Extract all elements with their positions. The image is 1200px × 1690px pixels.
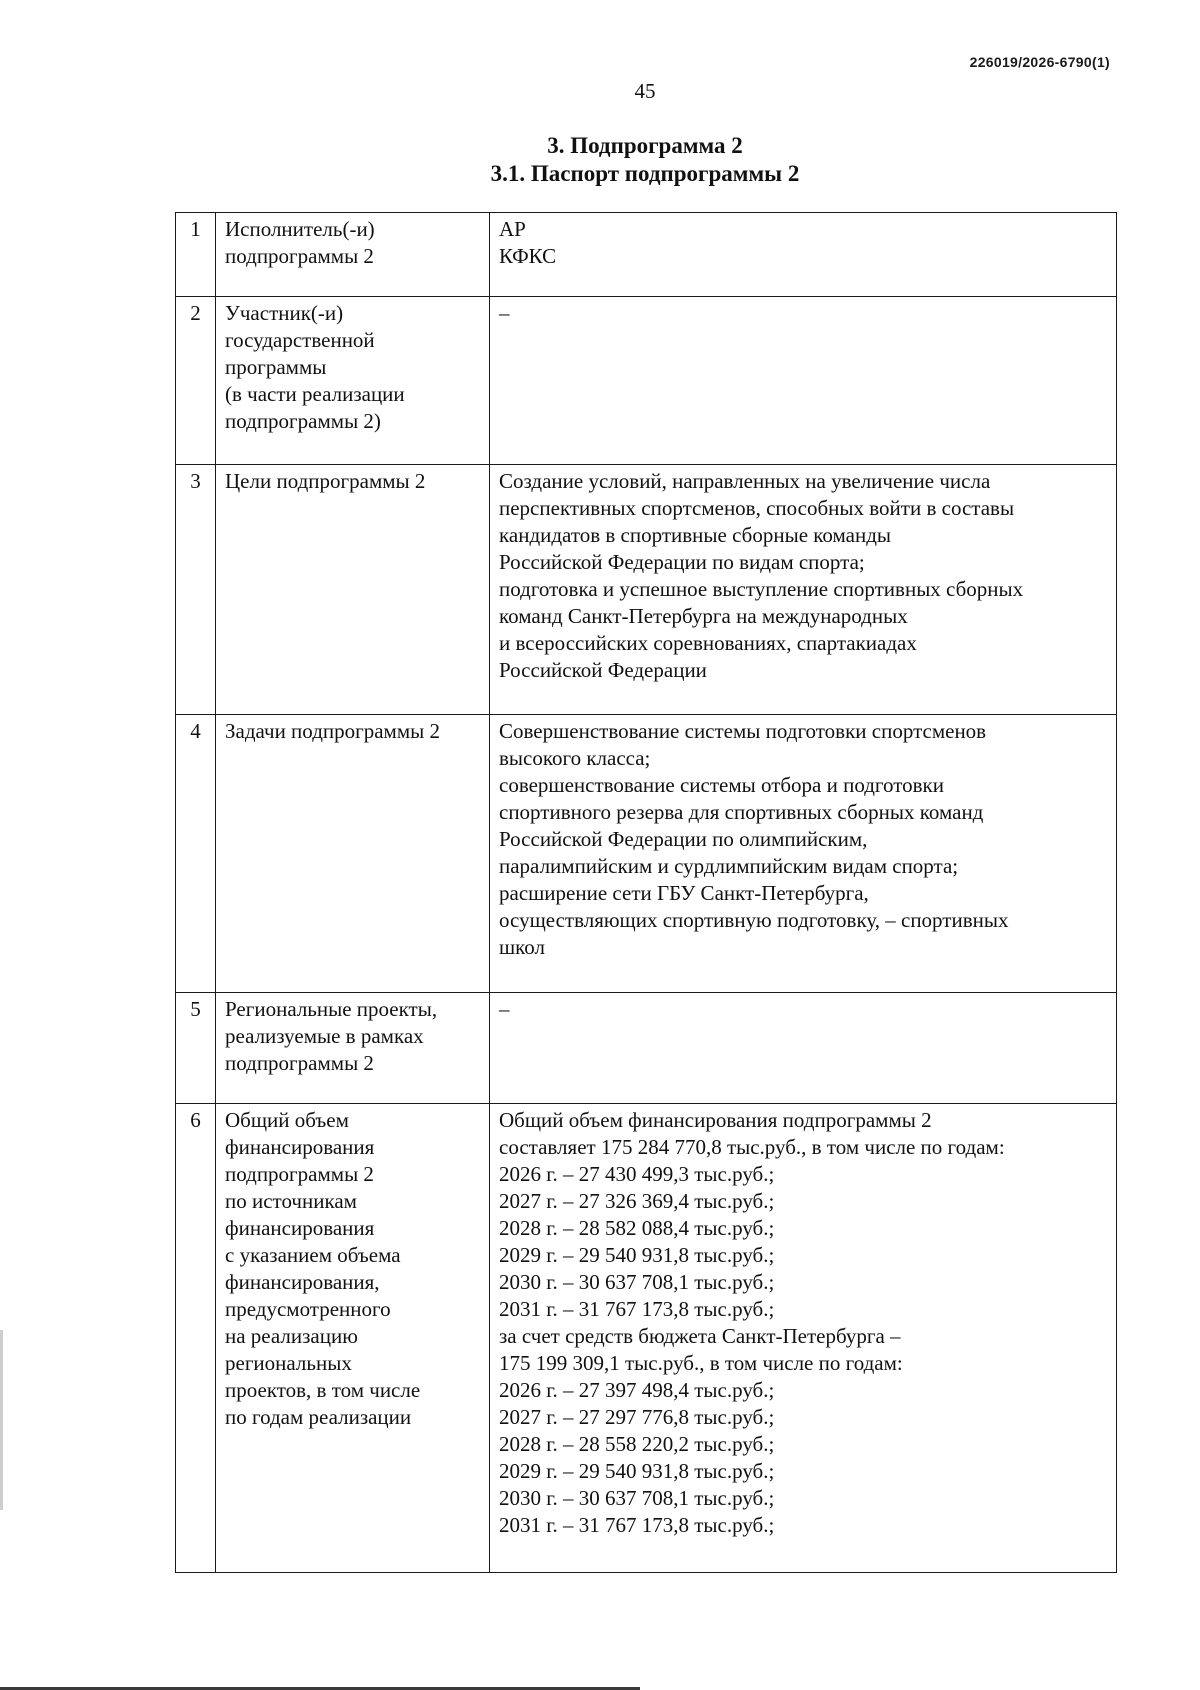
table-row xyxy=(176,1104,1117,1573)
value-line: за счет средств бюджета Санкт-Петербурга – xyxy=(499,1324,901,1348)
row-value xyxy=(490,993,1117,1104)
label-line: Участник(-и) xyxy=(225,301,344,325)
subprogram-passport-table xyxy=(175,212,1117,1573)
value-line: Российской Федерации по видам спорта; xyxy=(499,550,865,574)
row-number: 1 xyxy=(176,213,216,297)
row-value xyxy=(490,213,1117,297)
label-line: Задачи подпрограммы 2 xyxy=(225,719,440,743)
label-line: Региональные проекты, xyxy=(225,997,438,1021)
label-line: подпрограммы 2) xyxy=(225,409,381,433)
value-line: 2030 г. – 30 637 708,1 тыс.руб.; xyxy=(499,1486,775,1510)
label-line: на реализацию xyxy=(225,1324,358,1348)
page-number: 45 xyxy=(634,79,656,103)
row-value xyxy=(490,1104,1117,1573)
scan-edge-mark xyxy=(0,1330,3,1510)
value-line: паралимпийским и сурдлимпийским видам спорта; xyxy=(499,854,959,878)
value-line: Российской Федерации xyxy=(499,658,707,682)
document-id: 226019/2026-6790(1) xyxy=(969,54,1110,70)
table-row xyxy=(176,297,1117,465)
value-line: перспективных спортсменов, способных войти в составы xyxy=(499,496,1015,520)
table-row xyxy=(176,993,1117,1104)
value-line: – xyxy=(499,997,510,1021)
section-headings xyxy=(0,132,1200,188)
value-line: 2028 г. – 28 582 088,4 тыс.руб.; xyxy=(499,1216,775,1240)
value-line: осуществляющих спортивную подготовку, – спортивных xyxy=(499,908,1009,932)
value-line: Общий объем финансирования подпрограммы 2 xyxy=(499,1108,932,1132)
table-row xyxy=(176,213,1117,297)
value-line: школ xyxy=(499,935,546,959)
value-line: 2027 г. – 27 297 776,8 тыс.руб.; xyxy=(499,1405,775,1429)
value-line: 2026 г. – 27 397 498,4 тыс.руб.; xyxy=(499,1378,775,1402)
row-number: 5 xyxy=(176,993,216,1104)
label-line: финансирования, xyxy=(225,1270,380,1294)
value-line: Российской Федерации по олимпийским, xyxy=(499,827,868,851)
value-line: 2026 г. – 27 430 499,3 тыс.руб.; xyxy=(499,1162,775,1186)
label-line: Общий объем xyxy=(225,1108,349,1132)
value-line: кандидатов в спортивные сборные команды xyxy=(499,523,892,547)
label-line: (в части реализации xyxy=(225,382,405,406)
value-line: – xyxy=(499,301,510,325)
table-row xyxy=(176,465,1117,715)
value-line: высокого класса; xyxy=(499,746,651,770)
section-subtitle: 3.1. Паспорт подпрограммы 2 xyxy=(490,161,800,186)
row-number: 4 xyxy=(176,715,216,993)
value-line: совершенствование системы отбора и подготовки xyxy=(499,773,944,797)
row-number: 6 xyxy=(176,1104,216,1573)
row-number: 3 xyxy=(176,465,216,715)
label-line: программы xyxy=(225,355,327,379)
label-line: проектов, в том числе xyxy=(225,1378,421,1402)
row-label xyxy=(216,213,490,297)
label-line: финансирования xyxy=(225,1216,375,1240)
value-line: 2031 г. – 31 767 173,8 тыс.руб.; xyxy=(499,1513,775,1537)
value-line: подготовка и успешное выступление спортивных сборных xyxy=(499,577,1024,601)
label-line: по источникам xyxy=(225,1189,357,1213)
value-line: Создание условий, направленных на увеличение числа xyxy=(499,469,991,493)
label-line: государственной xyxy=(225,328,375,352)
value-line: расширение сети ГБУ Санкт-Петербурга, xyxy=(499,881,869,905)
section-title: 3. Подпрограмма 2 xyxy=(547,133,743,158)
value-line: Совершенствование системы подготовки спортсменов xyxy=(499,719,987,743)
row-label xyxy=(216,993,490,1104)
label-line: с указанием объема xyxy=(225,1243,401,1267)
row-label xyxy=(216,1104,490,1573)
value-line: 2029 г. – 29 540 931,8 тыс.руб.; xyxy=(499,1243,775,1267)
value-line: команд Санкт-Петербурга на международных xyxy=(499,604,908,628)
label-line: финансирования xyxy=(225,1135,375,1159)
row-value xyxy=(490,465,1117,715)
label-line: по годам реализации xyxy=(225,1405,412,1429)
row-label xyxy=(216,297,490,465)
value-line: 2030 г. – 30 637 708,1 тыс.руб.; xyxy=(499,1270,775,1294)
label-line: предусмотренного xyxy=(225,1297,391,1321)
row-label xyxy=(216,465,490,715)
row-label xyxy=(216,715,490,993)
row-number: 2 xyxy=(176,297,216,465)
value-line: 175 199 309,1 тыс.руб., в том числе по годам: xyxy=(499,1351,903,1375)
row-value xyxy=(490,297,1117,465)
value-line: 2029 г. – 29 540 931,8 тыс.руб.; xyxy=(499,1459,775,1483)
value-line: 2028 г. – 28 558 220,2 тыс.руб.; xyxy=(499,1432,775,1456)
value-line: и всероссийских соревнованиях, спартакиадах xyxy=(499,631,917,655)
label-line: Исполнитель(-и) xyxy=(225,217,375,241)
label-line: подпрограммы 2 xyxy=(225,1051,374,1075)
label-line: Цели подпрограммы 2 xyxy=(225,469,426,493)
label-line: подпрограммы 2 xyxy=(225,1162,374,1186)
label-line: реализуемые в рамках xyxy=(225,1024,424,1048)
value-line: 2027 г. – 27 326 369,4 тыс.руб.; xyxy=(499,1189,775,1213)
value-line: составляет 175 284 770,8 тыс.руб., в том числе по годам: xyxy=(499,1135,1005,1159)
label-line: региональных xyxy=(225,1351,352,1375)
label-line: подпрограммы 2 xyxy=(225,244,374,268)
value-line: АР xyxy=(499,217,526,241)
table-row xyxy=(176,715,1117,993)
row-value xyxy=(490,715,1117,993)
value-line: 2031 г. – 31 767 173,8 тыс.руб.; xyxy=(499,1297,775,1321)
value-line: спортивного резерва для спортивных сборных команд xyxy=(499,800,984,824)
value-line: КФКС xyxy=(499,244,557,268)
